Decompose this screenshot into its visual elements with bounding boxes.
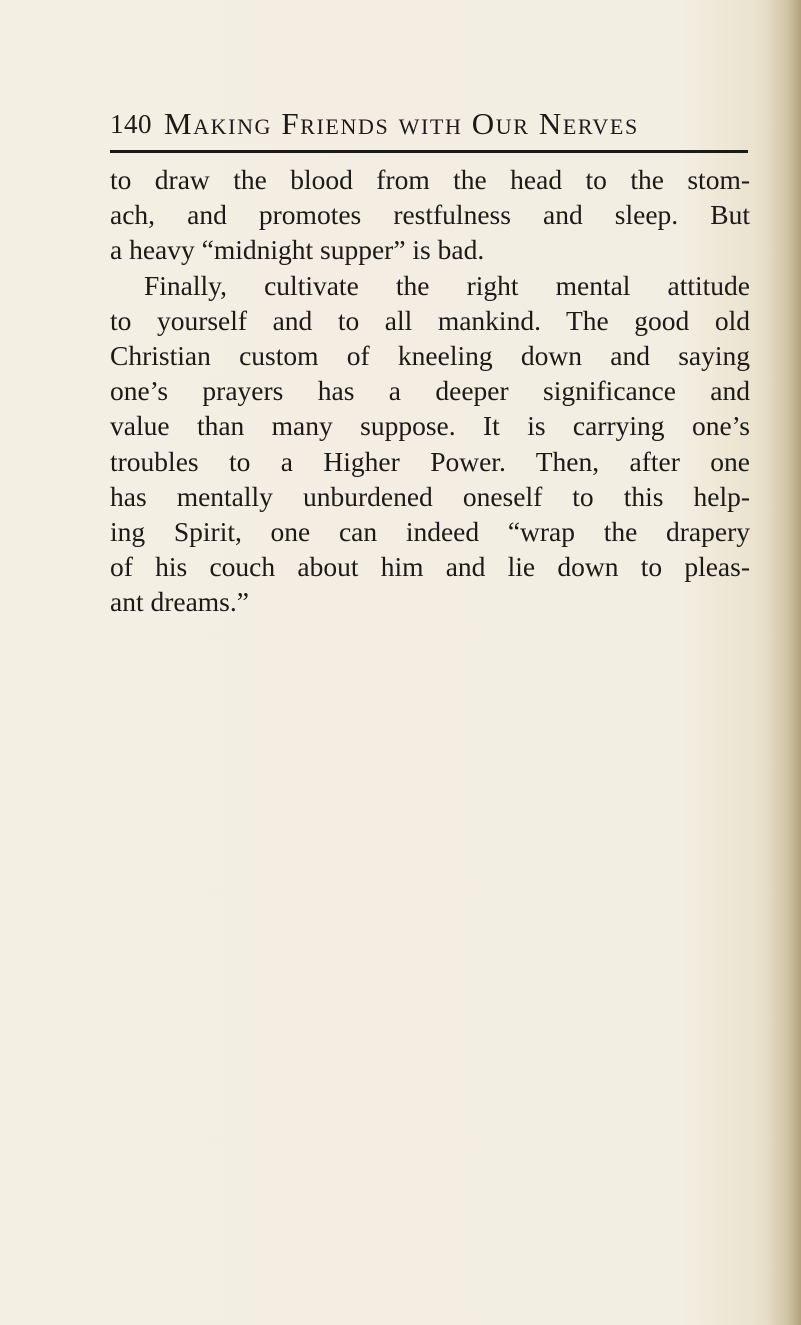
header-rule	[110, 150, 748, 153]
text-line: a heavy “midnight supper” is bad.	[110, 234, 485, 266]
text-line: ant dreams.”	[110, 586, 249, 618]
text-line: Christian custom of kneeling down and saying	[110, 339, 750, 371]
text-line: has mentally unburdened oneself to this help-	[110, 480, 750, 512]
text-line: Finally, cultivate the right mental attitude	[144, 269, 750, 301]
body-text	[110, 162, 750, 619]
text-line: one’s prayers has a deeper significance and	[110, 375, 750, 407]
text-line: to draw the blood from the head to the stom-	[110, 164, 750, 195]
page-number: 140	[110, 109, 152, 139]
text-line: troubles to a Higher Power. Then, after one	[110, 445, 750, 477]
text-line: to yourself and to all mankind. The good old	[110, 304, 750, 336]
page-edge-shadow	[767, 0, 801, 1325]
text-line: ach, and promotes restfulness and sleep. But	[110, 199, 750, 231]
text-line: value than many suppose. It is carrying one’s	[110, 410, 750, 442]
running-header	[110, 104, 750, 144]
text-line: ing Spirit, one can indeed “wrap the drapery	[110, 515, 750, 547]
running-title: Making Friends with Our Nerves	[164, 106, 639, 141]
text-line: of his couch about him and lie down to pleas-	[110, 551, 750, 583]
